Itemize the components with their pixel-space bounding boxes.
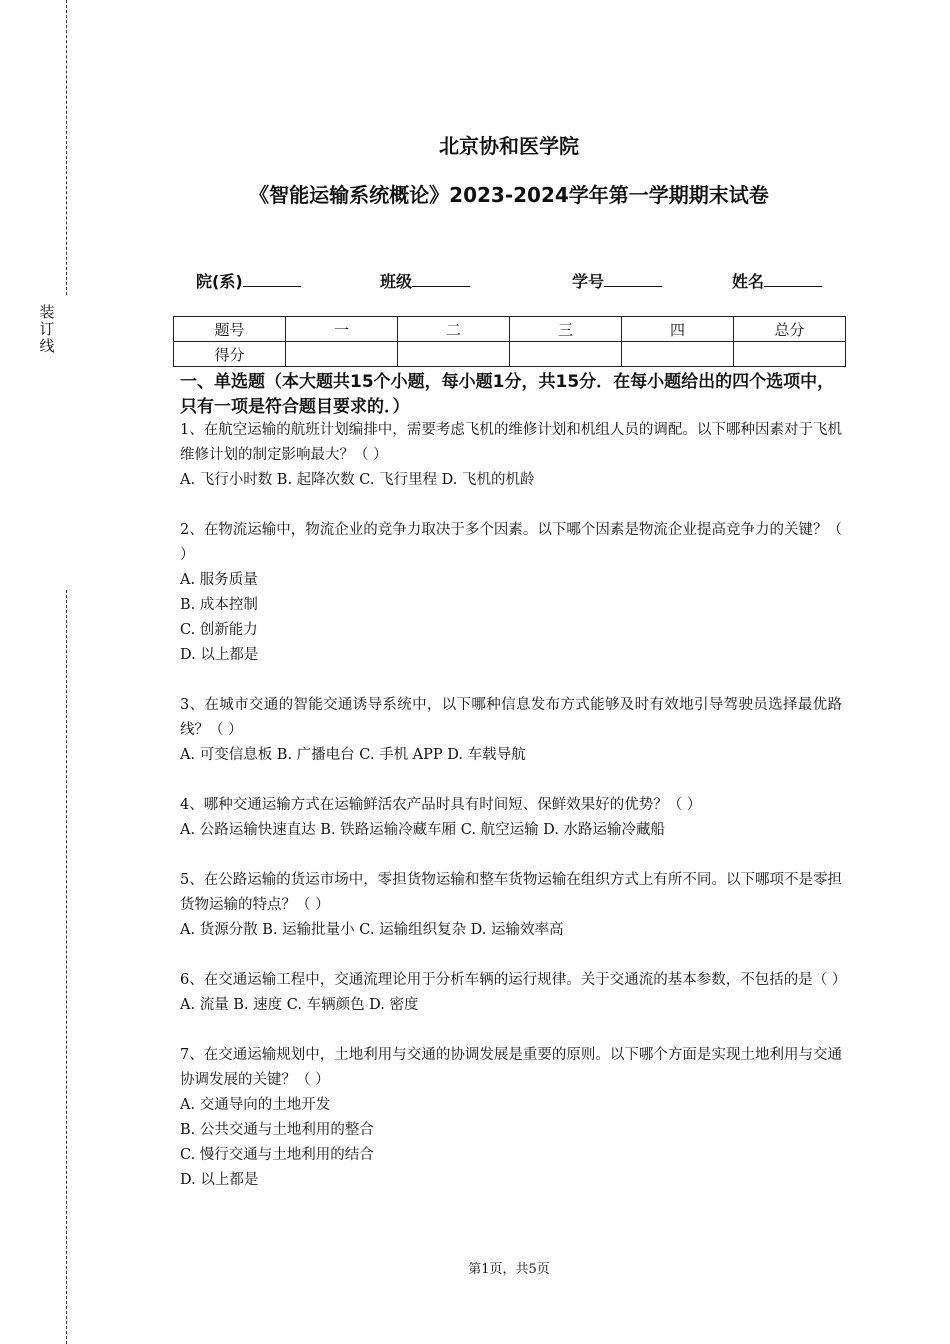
info-label: 学号	[572, 272, 605, 291]
question-stem: 6、在交通运输工程中，交通流理论用于分析车辆的运行规律。关于交通流的基本参数，不包括的是（ ）	[180, 972, 847, 988]
question-option: A. 公路运输快速直达 B. 铁路运输冷藏车厢 C. 航空运输 D. 水路运输冷藏船	[180, 822, 666, 838]
question-option: D. 以上都是	[180, 647, 259, 663]
binding-char: 装	[39, 303, 55, 321]
score-table-score-row	[174, 342, 846, 367]
fill-blank[interactable]	[243, 272, 301, 287]
fill-blank[interactable]	[764, 272, 822, 287]
exam-title: 《智能运输系统概论》2023-2024学年第一学期期末试卷	[249, 183, 769, 207]
question	[180, 1043, 842, 1193]
question-option: A. 交通导向的土地开发	[180, 1097, 331, 1113]
question-option: C. 慢行交通与土地利用的结合	[180, 1147, 374, 1163]
question	[180, 968, 847, 1018]
score-entry-cell[interactable]	[286, 342, 398, 367]
score-entry-cell[interactable]	[398, 342, 510, 367]
question-stem: 2、在物流运输中，物流企业的竞争力取决于多个因素。以下哪个因素是物流企业提高竞争力的关键？（ ）	[180, 522, 842, 563]
fill-blank[interactable]	[604, 272, 662, 287]
info-field-name[interactable]	[732, 269, 822, 292]
question-option: D. 以上都是	[180, 1172, 259, 1188]
question-option: A. 服务质量	[180, 572, 258, 588]
school-name: 北京协和医学院	[439, 134, 579, 158]
score-cell: 三	[510, 317, 622, 342]
info-field-student-id[interactable]	[572, 269, 662, 292]
page-footer: 第1页，共5页	[468, 1262, 550, 1277]
question	[180, 693, 842, 768]
info-field-department[interactable]	[196, 269, 301, 292]
info-label: 院(系)	[196, 272, 243, 291]
question-stem: 1、在航空运输的航班计划编排中，需要考虑飞机的维修计划和机组人员的调配。以下哪种因素对于飞机维修计划的制定影响最大？（ ）	[180, 422, 842, 463]
binding-char: 线	[39, 337, 55, 355]
question-stem: 5、在公路运输的货运市场中，零担货物运输和整车货物运输在组织方式上有所不同。以下哪项不是零担货物运输的特点？（ ）	[180, 872, 842, 913]
score-table-header-row	[174, 317, 846, 342]
question-option: B. 成本控制	[180, 597, 258, 613]
info-label: 姓名	[732, 272, 765, 291]
info-field-class[interactable]	[380, 269, 470, 292]
fill-blank[interactable]	[412, 272, 470, 287]
binding-label	[38, 304, 56, 355]
question-option: B. 公共交通与土地利用的整合	[180, 1122, 374, 1138]
section-heading: 一、单选题（本大题共15个小题，每小题1分，共15分．在每小题给出的四个选项中，只有一项是符合题目要求的．）	[180, 372, 835, 417]
score-entry-cell[interactable]	[510, 342, 622, 367]
question	[180, 518, 842, 668]
question-option: A. 流量 B. 速度 C. 车辆颜色 D. 密度	[180, 997, 419, 1013]
question-option: A. 货源分散 B. 运输批量小 C. 运输组织复杂 D. 运输效率高	[180, 922, 564, 938]
question-option: A. 可变信息板 B. 广播电台 C. 手机 APP D. 车载导航	[180, 747, 526, 763]
question-stem: 4、哪种交通运输方式在运输鲜活农产品时具有时间短、保鲜效果好的优势？（ ）	[180, 797, 702, 813]
question-option: C. 创新能力	[180, 622, 258, 638]
score-cell: 题号	[174, 317, 286, 342]
score-table	[173, 316, 846, 367]
score-cell: 二	[398, 317, 510, 342]
binding-dashed-line-bottom	[66, 590, 67, 1344]
score-entry-cell[interactable]	[622, 342, 734, 367]
score-cell: 得分	[174, 342, 286, 367]
question-stem: 7、在交通运输规划中，土地利用与交通的协调发展是重要的原则。以下哪个方面是实现土地利用与交通协调发展的关键？（ ）	[180, 1047, 842, 1088]
score-cell: 一	[286, 317, 398, 342]
binding-char: 订	[39, 320, 55, 338]
score-cell: 四	[622, 317, 734, 342]
question-stem: 3、在城市交通的智能交通诱导系统中，以下哪种信息发布方式能够及时有效地引导驾驶员选择最优路线？（ ）	[180, 697, 842, 738]
question	[180, 793, 842, 843]
question	[180, 418, 842, 493]
score-cell: 总分	[734, 317, 846, 342]
info-label: 班级	[380, 272, 413, 291]
score-entry-cell[interactable]	[734, 342, 846, 367]
question	[180, 868, 842, 943]
question-option: A. 飞行小时数 B. 起降次数 C. 飞行里程 D. 飞机的机龄	[180, 472, 535, 488]
question-list	[180, 418, 847, 1218]
